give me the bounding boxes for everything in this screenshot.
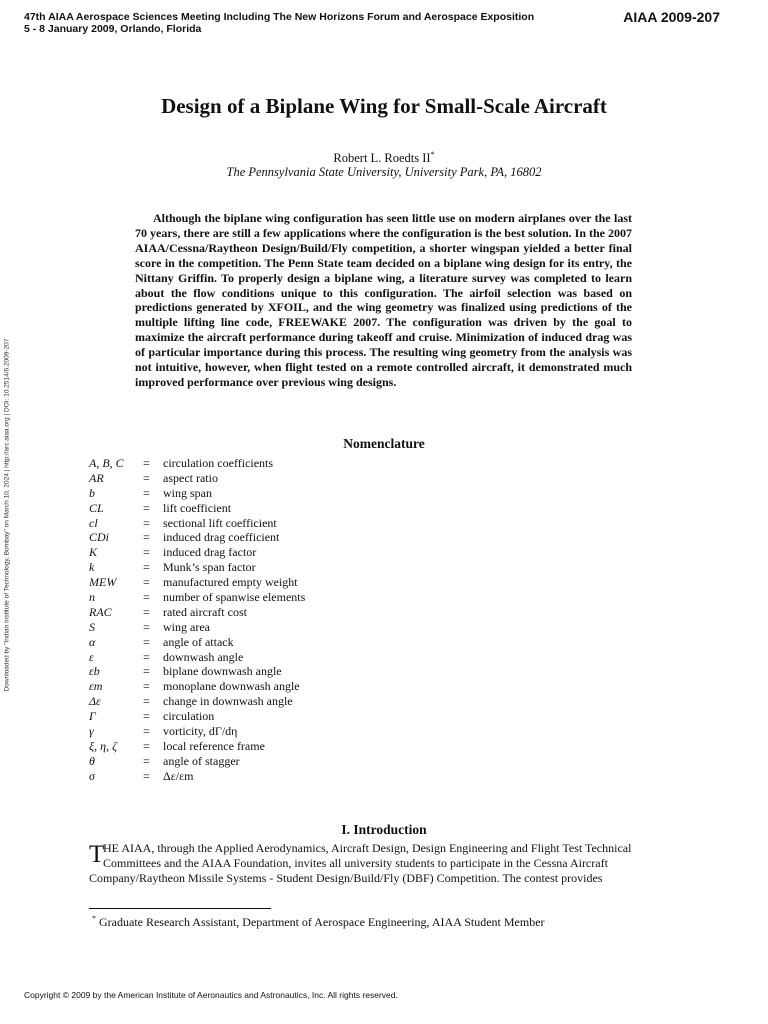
nomenclature-row <box>89 486 489 501</box>
nomenclature-equals: = <box>143 456 150 470</box>
nomenclature-symbol: A, B, C <box>89 456 124 470</box>
nomenclature-row <box>89 754 489 769</box>
section-heading: I. Introduction <box>341 822 427 837</box>
nomenclature-symbol: MEW <box>89 575 117 590</box>
nomenclature-equals: = <box>143 679 150 694</box>
download-watermark <box>2 290 12 740</box>
nomenclature-symbol: γ <box>89 724 94 739</box>
nomenclature-row <box>89 709 489 724</box>
nomenclature-equals: = <box>143 470 150 485</box>
nomenclature-definition: manufactured empty weight <box>163 575 298 590</box>
nomenclature-row <box>89 694 489 709</box>
nomenclature-list <box>89 456 489 784</box>
nomenclature-equals: = <box>143 560 150 575</box>
introduction-paragraph <box>89 841 679 886</box>
conference-header <box>24 11 534 35</box>
footnote-text: Graduate Research Assistant, Department of Aerospace Engineering, AIAA Student Member <box>99 915 545 929</box>
nomenclature-definition: aspect ratio <box>163 470 218 485</box>
nomenclature-definition: sectional lift coefficient <box>163 515 277 530</box>
nomenclature-row <box>89 739 489 754</box>
copyright-notice: Copyright © 2009 by the American Institute of Aeronautics and Astronautics, Inc. All rights reserved. <box>24 990 398 1000</box>
nomenclature-symbol: θ <box>89 753 95 768</box>
nomenclature-definition: circulation <box>163 709 215 724</box>
nomenclature-symbol: b <box>89 485 95 500</box>
abstract: Although the biplane wing configuration has seen little use on modern airplanes over the last 70 years, there are still a few applications where the configuration is the best solution. In the 2007 AIAA/Cessna/Raytheon Design/Build/Fly competition, a shorter wingspan yielded a better final score in the competition. The Penn State team decided on a biplane wing design for its entry, the Nittany Griffin. To properly design a biplane wing, a literature survey was completed to learn about the flow conditions unique to this configuration. The airfoil selection was based on predictions generated by XFOIL, and the wing geometry was finalized using predictions of the multiple lifting line code, FREEWAKE 2007. The configuration was driven by the goal to maximize the aircraft performance during takeoff and cruise. Minimization of induced drag was of particular importance during this process. The resulting wing geometry from the analysis was not intuitive, however, when flight tested on a remote controlled aircraft, it demonstrated much improved performance over previous wing designs. <box>135 211 632 389</box>
nomenclature-symbol: K <box>89 545 98 560</box>
conference-date-location: 5 - 8 January 2009, Orlando, Florida <box>24 23 202 35</box>
nomenclature-symbol: n <box>89 590 95 605</box>
nomenclature-definition: angle of stagger <box>163 753 240 768</box>
nomenclature-definition: rated aircraft cost <box>163 604 247 619</box>
nomenclature-definition: change in downwash angle <box>163 694 293 709</box>
nomenclature-equals: = <box>143 575 150 590</box>
nomenclature-definition: induced drag factor <box>163 545 257 560</box>
nomenclature-row <box>89 456 489 471</box>
nomenclature-definition: wing area <box>163 619 210 634</box>
author-footnote-mark: * <box>430 150 435 159</box>
paper-title: Design of a Biplane Wing for Small-Scale Aircraft <box>161 94 607 118</box>
nomenclature-symbol: Δε <box>89 694 101 709</box>
nomenclature-definition: lift coefficient <box>163 500 232 515</box>
nomenclature-equals: = <box>143 768 150 783</box>
nomenclature-definition: monoplane downwash angle <box>163 679 300 694</box>
paper-id: AIAA 2009-207 <box>623 9 720 25</box>
nomenclature-equals: = <box>143 619 150 634</box>
nomenclature-row <box>89 516 489 531</box>
nomenclature-equals: = <box>143 709 150 724</box>
nomenclature-equals: = <box>143 530 150 545</box>
author-name: Robert L. Roedts II <box>333 151 431 166</box>
nomenclature-definition: biplane downwash angle <box>163 664 282 679</box>
nomenclature-definition: angle of attack <box>163 634 234 649</box>
nomenclature-row <box>89 530 489 545</box>
nomenclature-definition: wing span <box>163 485 212 500</box>
conference-name: 47th AIAA Aerospace Sciences Meeting Including The New Horizons Forum and Aerospace Exposition <box>24 11 535 23</box>
nomenclature-row <box>89 605 489 620</box>
nomenclature-symbol: CL <box>89 500 104 515</box>
nomenclature-symbol: RAC <box>89 604 112 619</box>
nomenclature-equals: = <box>143 664 150 679</box>
introduction-line: Company/Raytheon Missile Systems - Student Design/Build/Fly (DBF) Competition. The contest provides <box>89 871 603 885</box>
nomenclature-equals: = <box>143 604 150 619</box>
author-line <box>0 150 768 166</box>
introduction-line: HE AIAA, through the Applied Aerodynamics, Aircraft Design, Design Engineering and Flight Test Technical <box>103 841 632 855</box>
nomenclature-symbol: σ <box>89 768 95 783</box>
footnote-mark: * <box>92 914 96 923</box>
nomenclature-row <box>89 769 489 784</box>
nomenclature-row <box>89 650 489 665</box>
introduction-line: Committees and the AIAA Foundation, invites all university students to participate in the Cessna Aircraft <box>103 856 608 870</box>
nomenclature-symbol: εb <box>89 664 100 679</box>
nomenclature-symbol: AR <box>89 470 104 485</box>
nomenclature-symbol: Γ <box>89 709 96 724</box>
nomenclature-row <box>89 501 489 516</box>
nomenclature-definition: circulation coefficients <box>163 456 274 470</box>
nomenclature-equals: = <box>143 634 150 649</box>
nomenclature-symbol: CDi <box>89 530 110 545</box>
nomenclature-definition: number of spanwise elements <box>163 590 306 605</box>
nomenclature-definition: Δε/εm <box>163 768 194 783</box>
download-watermark-text: Downloaded by "Indian Institute of Technology, Bombay" on March 10, 2024 | http://arc.aiaa.org | DOI: 10.2514/6.2009-207 <box>3 338 11 692</box>
nomenclature-equals: = <box>143 515 150 530</box>
nomenclature-equals: = <box>143 694 150 709</box>
nomenclature-definition: vorticity, dΓ/dη <box>163 724 238 739</box>
nomenclature-row <box>89 471 489 486</box>
footnote-rule <box>89 908 271 909</box>
nomenclature-definition: Munk’s span factor <box>163 560 256 575</box>
nomenclature-equals: = <box>143 724 150 739</box>
nomenclature-equals: = <box>143 485 150 500</box>
nomenclature-definition: induced drag coefficient <box>163 530 280 545</box>
nomenclature-symbol: S <box>89 619 95 634</box>
nomenclature-symbol: α <box>89 634 96 649</box>
nomenclature-definition: local reference frame <box>163 738 265 753</box>
nomenclature-equals: = <box>143 500 150 515</box>
nomenclature-equals: = <box>143 753 150 768</box>
nomenclature-equals: = <box>143 649 150 664</box>
nomenclature-row <box>89 545 489 560</box>
nomenclature-row <box>89 679 489 694</box>
footnote <box>92 914 545 930</box>
nomenclature-row <box>89 620 489 635</box>
nomenclature-equals: = <box>143 738 150 753</box>
nomenclature-heading: Nomenclature <box>343 436 425 451</box>
nomenclature-equals: = <box>143 545 150 560</box>
nomenclature-row <box>89 724 489 739</box>
nomenclature-symbol: εm <box>89 679 103 694</box>
nomenclature-row <box>89 560 489 575</box>
nomenclature-row <box>89 664 489 679</box>
nomenclature-row <box>89 635 489 650</box>
author-affiliation: The Pennsylvania State University, University Park, PA, 16802 <box>226 165 542 179</box>
drop-cap: T <box>89 841 105 868</box>
nomenclature-symbol: ξ, η, ζ <box>89 738 117 753</box>
nomenclature-equals: = <box>143 590 150 605</box>
nomenclature-row <box>89 590 489 605</box>
nomenclature-definition: downwash angle <box>163 649 244 664</box>
nomenclature-row <box>89 575 489 590</box>
nomenclature-symbol: ε <box>89 649 94 664</box>
nomenclature-symbol: k <box>89 560 95 575</box>
nomenclature-symbol: cl <box>89 515 98 530</box>
